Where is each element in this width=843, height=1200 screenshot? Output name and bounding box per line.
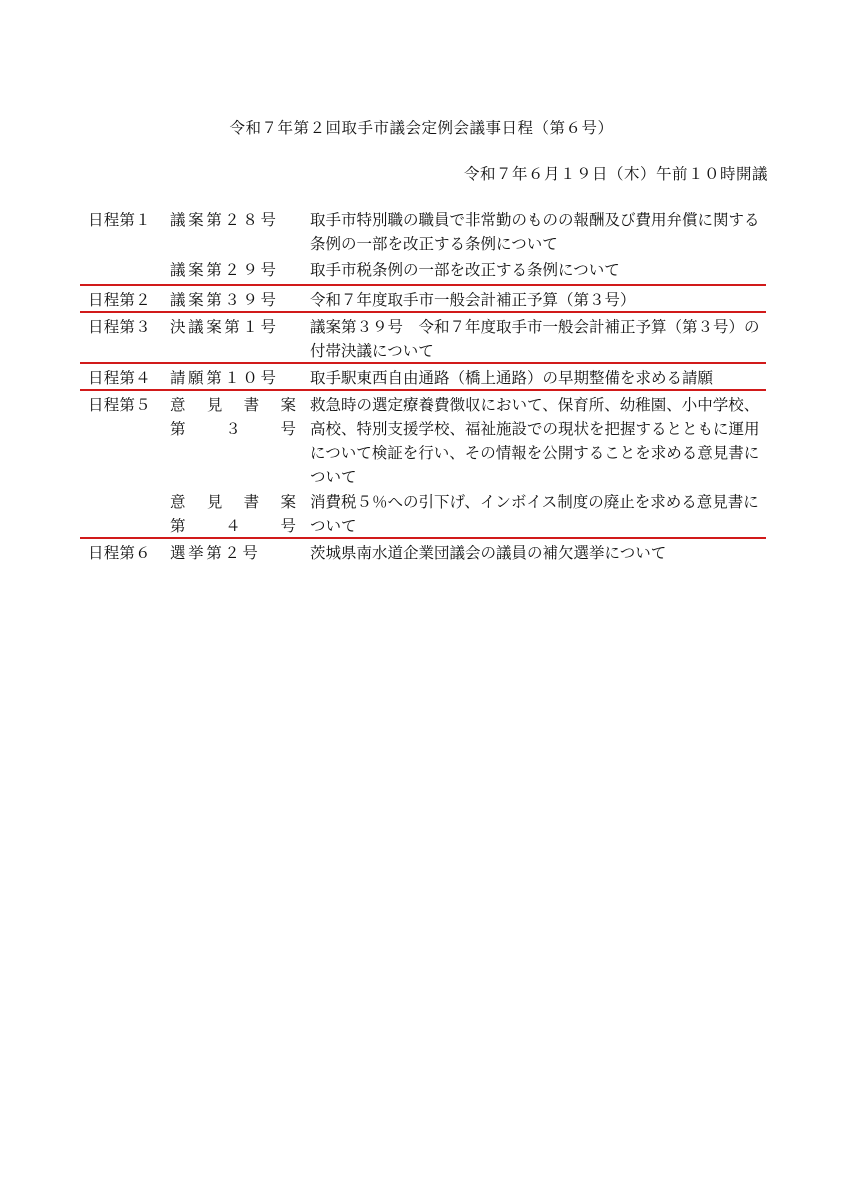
schedule-day-3: 日程第３ <box>88 318 151 336</box>
resolution-number: 決議案第１号 <box>170 318 279 336</box>
resolution-description: 議案第３９号 令和７年度取手市一般会計補正予算（第３号）の付帯決議について <box>310 318 760 360</box>
red-divider <box>80 537 766 539</box>
opinion-number <box>170 393 298 441</box>
opinion-number <box>170 490 298 538</box>
opinion-number-line2: 第 ３ 号 <box>170 420 296 438</box>
election-description: 茨城県南水道企業団議会の議員の補欠選挙について <box>310 544 667 562</box>
red-divider <box>80 362 766 364</box>
red-divider <box>80 389 766 391</box>
schedule-day-6: 日程第６ <box>88 544 151 562</box>
bill-number: 議案第２８号 <box>170 211 279 229</box>
opinion-description: 消費税５％への引下げ、インボイス制度の廃止を求める意見書について <box>310 493 759 535</box>
red-divider <box>80 284 766 286</box>
petition-number: 請願第１０号 <box>170 369 279 387</box>
opinion-description: 救急時の選定療養費徴収において、保育所、幼稚園、小中学校、高校、特別支援学校、福祉施設での現状を把握するとともに運用について検証を行い、その情報を公開することを求める意見書について <box>310 396 760 486</box>
bill-description: 取手市特別職の職員で非常勤のものの報酬及び費用弁償に関する条例の一部を改正する条例について <box>310 211 760 253</box>
bill-description: 取手市税条例の一部を改正する条例について <box>310 261 620 279</box>
petition-description: 取手駅東西自由通路（橋上通路）の早期整備を求める請願 <box>310 369 714 387</box>
schedule-day-4: 日程第４ <box>88 369 151 387</box>
bill-description: 令和７年度取手市一般会計補正予算（第３号） <box>310 291 636 309</box>
red-divider <box>80 311 766 313</box>
election-number <box>170 541 298 565</box>
opinion-number-line1: 意 見 書 案 <box>170 493 296 511</box>
bill-number: 議案第３９号 <box>170 291 279 309</box>
opinion-number-line2: 第 ４ 号 <box>170 517 296 535</box>
schedule-day-2: 日程第２ <box>88 291 151 309</box>
schedule-day-5: 日程第５ <box>88 396 151 414</box>
document-title: 令和７年第２回取手市議会定例会議事日程（第６号） <box>229 119 614 137</box>
opinion-number-line1: 意 見 書 案 <box>170 396 296 414</box>
bill-number: 議案第２９号 <box>170 261 279 279</box>
session-date: 令和７年６月１９日（木）午前１０時開議 <box>463 165 768 183</box>
election-number-text: 選挙第２号 <box>170 544 261 562</box>
schedule-day-1: 日程第１ <box>88 211 151 229</box>
